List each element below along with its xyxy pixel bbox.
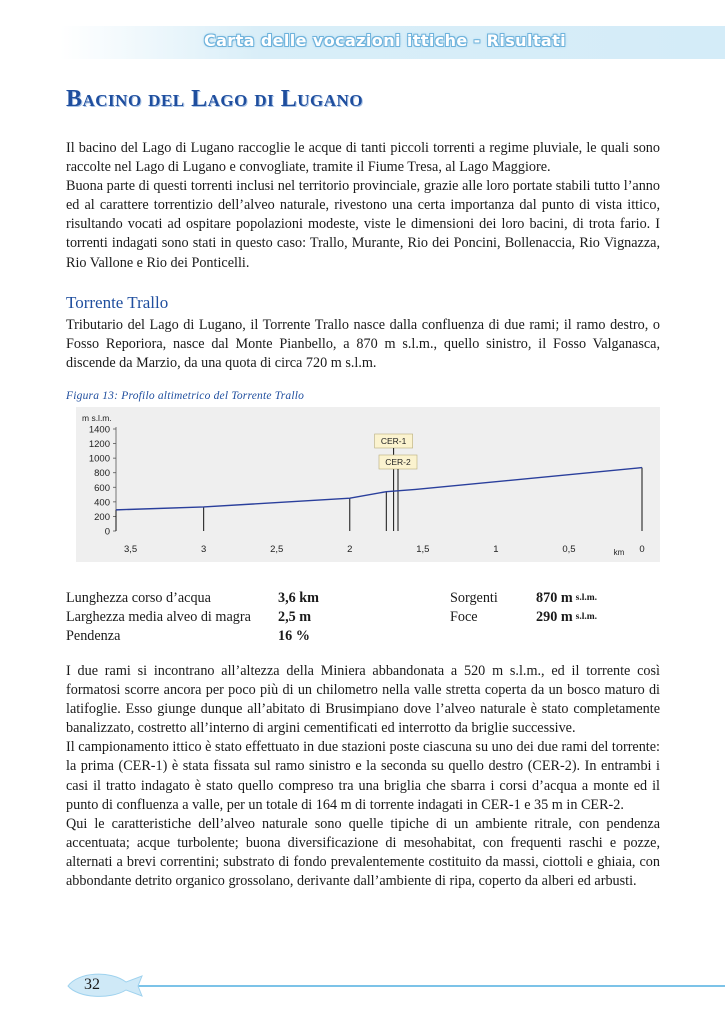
stat-row-mouth [450, 608, 597, 627]
body-paragraph-1: I due rami si incontrano all’altezza della Miniera abbandonata a 520 m s.l.m., ed il torrente così formatosi scorre ancora per poco più di un chilometro nella valle stretta coperta da un bosco maturo di latifoglie. Esso giunge dunque all’abitato di Brusimpiano dove l’alveo naturale è stato completamente banalizzato, costretto all’interno di argini cementificati ed interrotto da briglie successive. [66, 663, 660, 737]
fish-decoration-icon [64, 968, 144, 1002]
y-tick-label: 1200 [88, 439, 110, 451]
intro-text [66, 139, 660, 273]
x-tick-label: 3,5 [124, 544, 138, 555]
x-tick-label: 0 [639, 544, 645, 555]
stat-value: 16 % [278, 628, 310, 644]
body-paragraph-3: Qui le caratteristiche dell’alveo naturale sono quelle tipiche di un ambiente ritrale, con pendenza accentuata; acque turbolente; buona diversificazione di mesohabitat, con frequenti raschi e pozze, alternati a brevi correntini; substrato di fondo prevalentemente costituito da massi, ciottoli e ghiaia, con abbondante detrito organico grossolano, derivante dall’ambiente di ripa, coperto da alberi ed arbusti. [66, 815, 660, 890]
page-title: Bacino del Lago di Lugano [66, 86, 364, 112]
y-tick-label: 400 [94, 497, 110, 509]
stat-label: Lunghezza corso d’acqua [66, 590, 211, 606]
stat-label: Pendenza [66, 628, 121, 644]
y-tick-label: 1000 [88, 453, 110, 465]
y-tick-label: 0 [104, 526, 110, 538]
section-intro [66, 316, 660, 373]
intro-paragraph-2: Buona parte di questi torrenti inclusi nel territorio provinciale, grazie alle loro portate stabili tutto l’anno ed al carattere torrentizio dell’alveo naturale, rivestono una certa importanza dal punto di vista ittico, risultando vocati ad ospitare popolazioni modeste, viste le dimensioni dei loro bacini, di trota fario. I torrenti indagati sono stati in questo caso: Trallo, Murante, Rio dei Poncini, Bollenaccia, Rio Vignazza, Rio Vallone e Rio dei Ponticelli. [66, 178, 660, 271]
stat-row-length [66, 589, 319, 608]
running-title: Carta delle vocazioni ittiche - Risultati [203, 31, 567, 50]
stats-left [66, 589, 319, 646]
x-tick-label: 2,5 [270, 544, 284, 555]
body-text [66, 662, 660, 891]
y-tick-label: 600 [94, 482, 110, 494]
x-tick-label: 2 [347, 544, 353, 555]
section-title: Torrente Trallo [66, 293, 169, 312]
y-tick-label: 200 [94, 511, 110, 523]
elevation-profile-line [116, 468, 642, 510]
y-axis-label: m s.l.m. [82, 413, 112, 423]
x-axis-label: km [613, 548, 625, 557]
stat-value: 870 m [536, 590, 573, 606]
page-number: 32 [84, 976, 100, 993]
section-intro-paragraph: Tributario del Lago di Lugano, il Torrente Trallo nasce dalla confluenza di due rami; il ramo destro, o Fosso Reporiora, nasce dal Monte Pianbello, a 870 m s.l.m., quello sinistro, il Fosso Valganasca, discende da Marzio, da una quota di circa 720 m s.l.m. [66, 317, 660, 372]
stat-label: Sorgenti [450, 590, 498, 606]
stat-label: Larghezza media alveo di magra [66, 609, 251, 625]
stat-value: 3,6 km [278, 590, 319, 606]
stat-unit: s.l.m. [575, 593, 598, 603]
elevation-profile-chart [76, 407, 660, 562]
stat-value: 290 m [536, 609, 573, 625]
y-tick-label: 800 [94, 468, 110, 480]
stat-value: 2,5 m [278, 609, 312, 625]
x-tick-label: 1 [493, 544, 499, 555]
stat-unit: s.l.m. [575, 612, 598, 622]
stat-row-width [66, 608, 319, 627]
stat-label: Foce [450, 609, 478, 625]
x-tick-label: 1,5 [416, 544, 430, 555]
stat-row-slope [66, 627, 319, 646]
stats-right [450, 589, 597, 627]
body-paragraph-2: Il campionamento ittico è stato effettuato in due stazioni poste ciascuna su uno dei due rami del torrente: la prima (CER-1) è stata fissata sul ramo sinistro e la seconda su quello destro (CER-2). In entrambi i casi il tratto indagato è stato quello compreso tra una briglia che sbarra i corsi d’acqua a monte ed il punto di confluenza a valle, per un totale di 164 m di torrente indagati in CER-1 e 35 m in CER-2. [66, 739, 660, 813]
figure-caption: Figura 13: Profilo altimetrico del Torrente Trallo [66, 390, 305, 402]
x-tick-label: 3 [201, 544, 207, 555]
station-label: CER-2 [385, 457, 411, 467]
station-label: CER-1 [380, 436, 407, 446]
intro-paragraph-1: Il bacino del Lago di Lugano raccoglie le acque di tanti piccoli torrenti a regime pluviale, le quali sono raccolte nel Lago di Lugano e convogliate, tramite il Fiume Tresa, al Lago Maggiore. [66, 140, 660, 176]
x-tick-label: 0,5 [562, 544, 576, 555]
stat-row-source [450, 589, 597, 608]
footer-line [130, 985, 725, 987]
y-tick-label: 1400 [88, 424, 110, 436]
